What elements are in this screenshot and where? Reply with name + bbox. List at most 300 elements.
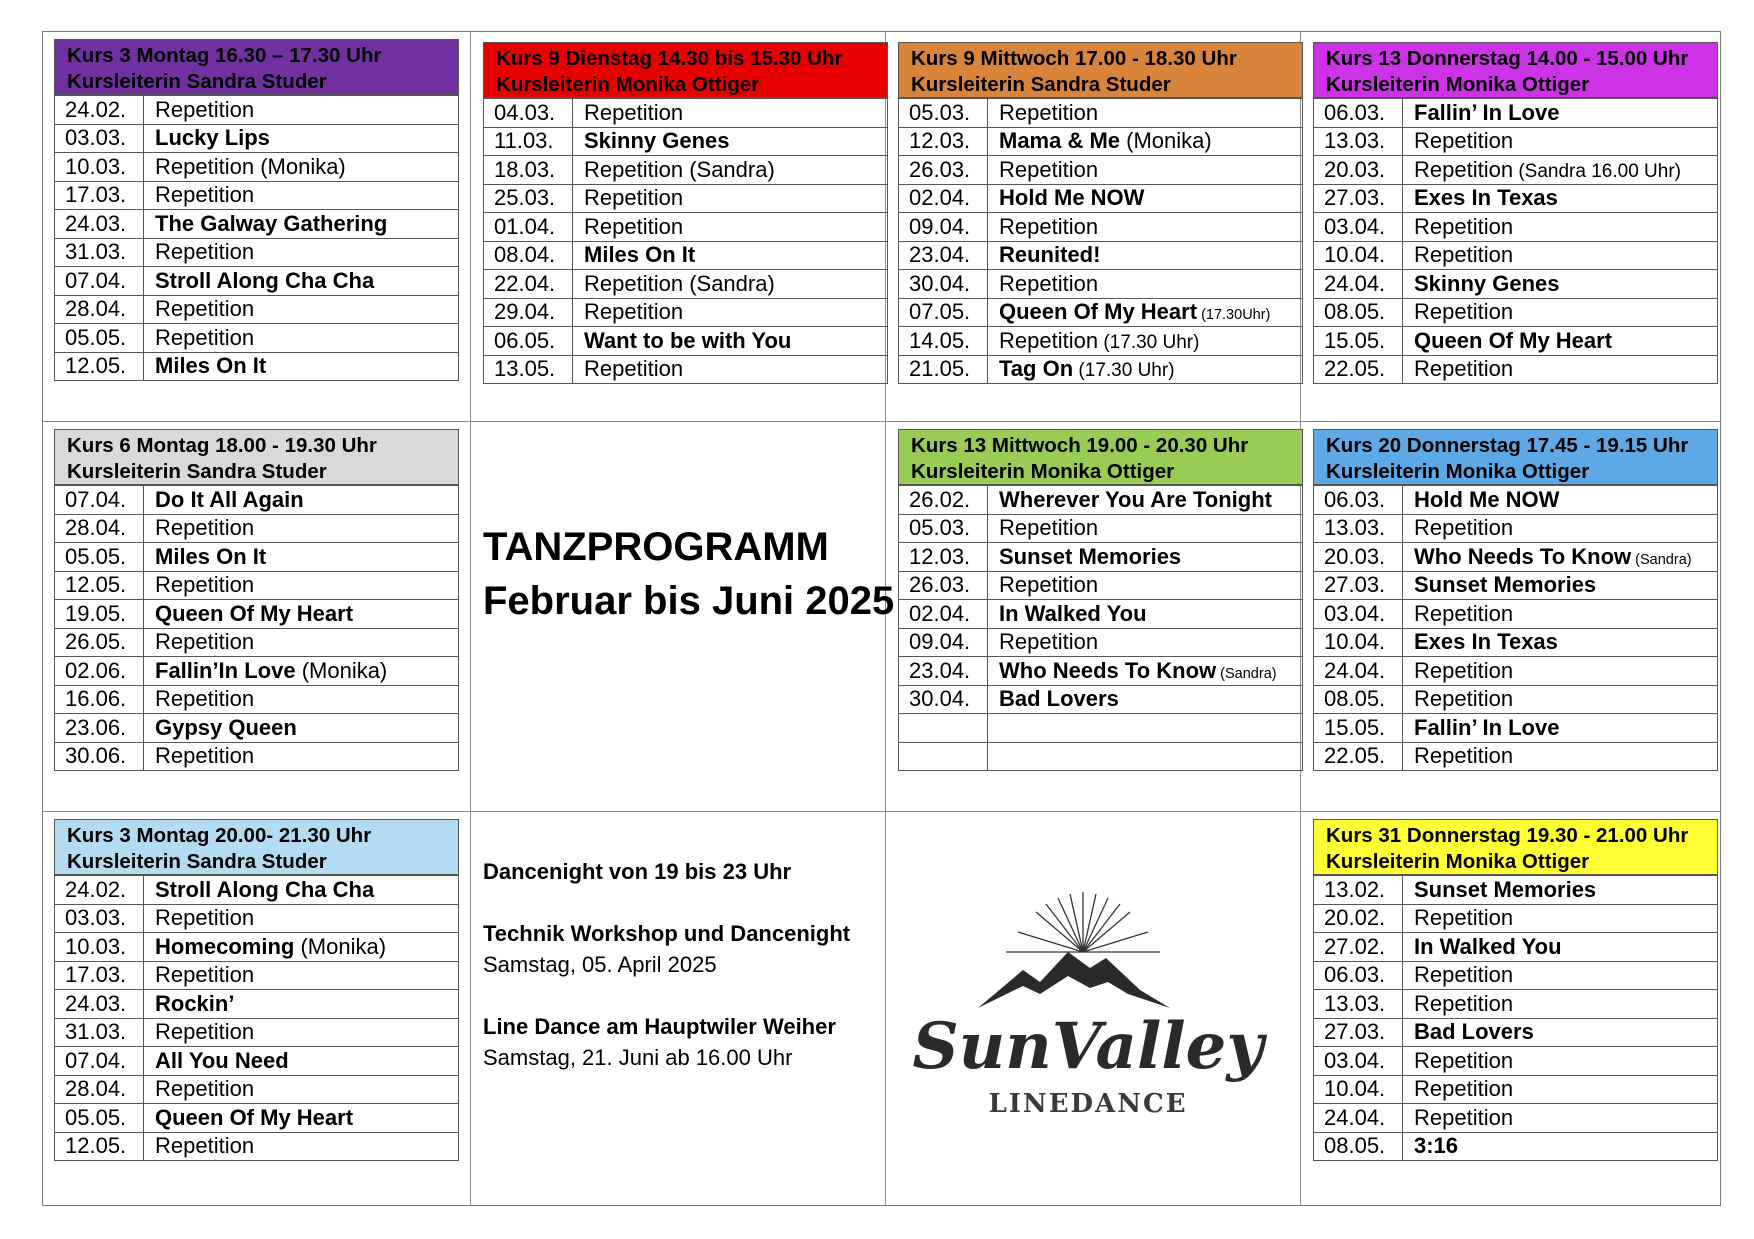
song-title: Hold Me NOW	[1414, 486, 1560, 512]
course-instructor: Kursleiterin Monika Ottiger	[1326, 73, 1590, 96]
course-table	[898, 485, 1303, 771]
course-kurs13-mittwoch	[898, 429, 1303, 771]
table-row	[55, 267, 459, 296]
song-title: Repetition	[1414, 657, 1514, 683]
table-row	[55, 514, 459, 543]
song-title: Reunited!	[999, 242, 1101, 268]
song-cell	[1403, 241, 1718, 270]
date-cell: 26.03.	[899, 156, 988, 185]
song-cell	[573, 298, 888, 327]
song-title: Do It All Again	[155, 486, 304, 512]
table-row	[1314, 127, 1718, 156]
date-cell: 02.06.	[55, 657, 144, 686]
table-row	[55, 571, 459, 600]
song-title: Repetition	[155, 515, 255, 541]
song-title: Mama & Me	[999, 128, 1121, 154]
table-row	[899, 213, 1303, 242]
date-cell: 08.05.	[1314, 1132, 1403, 1161]
event-heading: Technik Workshop und Dancenight	[483, 921, 851, 946]
song-cell	[144, 600, 459, 629]
song-cell	[144, 933, 459, 962]
song-cell	[1403, 298, 1718, 327]
date-cell: 07.04.	[55, 267, 144, 296]
event-heading: Dancenight von 19 bis 23 Uhr	[483, 859, 792, 884]
table-row	[899, 486, 1303, 515]
table-row	[484, 99, 888, 128]
table-row	[1314, 327, 1718, 356]
date-cell: 22.04.	[484, 270, 573, 299]
date-cell: 23.06.	[55, 714, 144, 743]
course-kurs31-donnerstag	[1313, 819, 1718, 1161]
date-cell: 30.04.	[899, 270, 988, 299]
table-row	[55, 543, 459, 572]
song-title: Wherever You Are Tonight	[999, 486, 1272, 512]
song-title: Repetition	[1414, 1076, 1514, 1102]
date-cell: 09.04.	[899, 213, 988, 242]
song-title: Repetition	[999, 327, 1099, 353]
song-cell	[1403, 1018, 1718, 1047]
song-title: Repetition	[584, 156, 684, 182]
song-title: Stroll Along Cha Cha	[155, 267, 375, 293]
song-cell	[573, 127, 888, 156]
course-instructor: Kursleiterin Monika Ottiger	[1326, 460, 1590, 483]
song-cell	[144, 714, 459, 743]
date-cell: 28.04.	[55, 514, 144, 543]
date-cell: 18.03.	[484, 156, 573, 185]
song-title: Repetition	[1414, 686, 1514, 712]
song-title: Repetition	[155, 1133, 255, 1159]
course-header	[898, 42, 1303, 98]
song-title: Repetition	[155, 629, 255, 655]
song-cell	[988, 270, 1303, 299]
date-cell: 12.03.	[899, 127, 988, 156]
table-row	[55, 600, 459, 629]
song-title: Repetition	[1414, 299, 1514, 325]
date-cell: 10.03.	[55, 933, 144, 962]
date-cell: 12.05.	[55, 571, 144, 600]
date-cell: 13.02.	[1314, 876, 1403, 905]
table-row	[55, 742, 459, 771]
song-cell	[144, 295, 459, 324]
song-cell	[988, 628, 1303, 657]
date-cell: 30.06.	[55, 742, 144, 771]
date-cell: 27.03.	[1314, 1018, 1403, 1047]
song-cell	[144, 124, 459, 153]
song-cell	[1403, 961, 1718, 990]
song-title: The Galway Gathering	[155, 210, 388, 236]
date-cell: 19.05.	[55, 600, 144, 629]
song-cell	[1403, 184, 1718, 213]
song-cell	[1403, 1104, 1718, 1133]
date-cell: 24.04.	[1314, 1104, 1403, 1133]
song-title: Repetition	[1414, 1047, 1514, 1073]
song-cell	[1403, 600, 1718, 629]
table-row	[55, 876, 459, 905]
table-row	[1314, 628, 1718, 657]
song-title: Repetition	[999, 270, 1099, 296]
song-title: Skinny Genes	[1414, 270, 1560, 296]
song-title: Repetition	[1414, 356, 1514, 382]
date-cell: 02.04.	[899, 600, 988, 629]
date-cell	[899, 742, 988, 771]
course-title: Kurs 3 Montag 16.30 – 17.30 Uhr	[67, 44, 382, 67]
song-note: (Monika)	[294, 933, 387, 959]
date-cell: 06.05.	[484, 327, 573, 356]
date-cell: 08.05.	[1314, 298, 1403, 327]
song-cell	[144, 1104, 459, 1133]
song-cell	[988, 184, 1303, 213]
song-title: Exes In Texas	[1414, 629, 1558, 655]
course-kurs6-montag	[54, 429, 459, 771]
date-cell: 05.03.	[899, 99, 988, 128]
date-cell: 29.04.	[484, 298, 573, 327]
song-note: (Sandra)	[1216, 665, 1277, 682]
date-cell: 26.05.	[55, 628, 144, 657]
song-cell	[1403, 99, 1718, 128]
date-cell: 24.02.	[55, 96, 144, 125]
date-cell: 07.05.	[899, 298, 988, 327]
table-row	[1314, 1047, 1718, 1076]
course-instructor: Kursleiterin Sandra Studer	[67, 850, 327, 873]
table-row	[899, 241, 1303, 270]
table-row	[55, 96, 459, 125]
song-cell	[144, 657, 459, 686]
song-note: (Sandra 16.00 Uhr)	[1513, 160, 1681, 182]
date-cell: 05.05.	[55, 324, 144, 353]
date-cell: 27.03.	[1314, 571, 1403, 600]
date-cell: 05.05.	[55, 543, 144, 572]
table-row	[484, 327, 888, 356]
table-row	[1314, 904, 1718, 933]
course-instructor: Kursleiterin Sandra Studer	[911, 73, 1171, 96]
song-title: Rockin’	[155, 990, 235, 1016]
song-title: Queen Of My Heart	[155, 600, 354, 626]
song-note: (Monika)	[1120, 128, 1212, 154]
song-title: Who Needs To Know	[1414, 543, 1632, 569]
date-cell	[899, 714, 988, 743]
song-cell	[988, 685, 1303, 714]
song-cell	[573, 241, 888, 270]
song-note: (Monika)	[254, 153, 346, 179]
song-title: Stroll Along Cha Cha	[155, 876, 375, 902]
date-cell: 06.03.	[1314, 99, 1403, 128]
date-cell: 14.05.	[899, 327, 988, 356]
song-note: (17.30 Uhr)	[1073, 360, 1175, 382]
date-cell: 27.02.	[1314, 933, 1403, 962]
song-cell	[1403, 714, 1718, 743]
song-title: All You Need	[155, 1047, 289, 1073]
song-cell	[988, 742, 1303, 771]
song-cell	[144, 543, 459, 572]
song-cell	[1403, 355, 1718, 384]
course-header	[1313, 42, 1718, 98]
table-row	[1314, 1132, 1718, 1161]
song-cell	[144, 267, 459, 296]
song-title: Bad Lovers	[999, 686, 1119, 712]
song-title: Repetition	[155, 1076, 255, 1102]
program-title	[483, 520, 894, 628]
date-cell: 22.05.	[1314, 355, 1403, 384]
song-title: Repetition	[155, 962, 255, 988]
song-cell	[573, 184, 888, 213]
table-row	[484, 241, 888, 270]
table-row	[55, 295, 459, 324]
song-title: Repetition	[1414, 600, 1514, 626]
date-cell: 10.04.	[1314, 1075, 1403, 1104]
table-row	[55, 628, 459, 657]
date-cell: 17.03.	[55, 961, 144, 990]
date-cell: 01.04.	[484, 213, 573, 242]
table-row	[1314, 990, 1718, 1019]
date-cell: 12.05.	[55, 352, 144, 381]
date-cell: 23.04.	[899, 657, 988, 686]
song-note: (17.30Uhr)	[1197, 307, 1271, 324]
song-title: Repetition	[1414, 213, 1514, 239]
song-cell	[1403, 742, 1718, 771]
table-row	[55, 904, 459, 933]
song-title: Sunset Memories	[1414, 572, 1597, 598]
table-row	[899, 600, 1303, 629]
table-row	[1314, 876, 1718, 905]
song-cell	[988, 543, 1303, 572]
song-title: Repetition	[1414, 128, 1514, 154]
table-row	[55, 324, 459, 353]
date-cell: 03.04.	[1314, 213, 1403, 242]
table-row	[1314, 486, 1718, 515]
course-kurs9-dienstag	[483, 42, 888, 384]
song-cell	[988, 600, 1303, 629]
song-cell	[144, 628, 459, 657]
date-cell: 22.05.	[1314, 742, 1403, 771]
date-cell: 24.03.	[55, 210, 144, 239]
table-row	[1314, 933, 1718, 962]
table-row	[55, 486, 459, 515]
song-title: Repetition	[999, 515, 1099, 541]
song-cell	[988, 298, 1303, 327]
date-cell: 13.03.	[1314, 514, 1403, 543]
course-title: Kurs 20 Donnerstag 17.45 - 19.15 Uhr	[1326, 434, 1689, 457]
song-cell	[988, 514, 1303, 543]
song-cell	[988, 571, 1303, 600]
date-cell: 10.04.	[1314, 628, 1403, 657]
course-title: Kurs 9 Mittwoch 17.00 - 18.30 Uhr	[911, 47, 1237, 70]
table-row	[899, 514, 1303, 543]
title-line2: Februar bis Juni 2025	[483, 579, 895, 623]
course-instructor: Kursleiterin Monika Ottiger	[1326, 850, 1590, 873]
course-table	[1313, 98, 1718, 384]
song-title: Repetition	[155, 296, 255, 322]
date-cell: 25.03.	[484, 184, 573, 213]
song-title: Repetition	[999, 99, 1099, 125]
table-row	[1314, 600, 1718, 629]
date-cell: 30.04.	[899, 685, 988, 714]
course-table	[1313, 485, 1718, 771]
date-cell: 15.05.	[1314, 327, 1403, 356]
table-row	[899, 685, 1303, 714]
table-row	[55, 1047, 459, 1076]
song-cell	[1403, 1132, 1718, 1161]
song-cell	[988, 327, 1303, 356]
course-header	[54, 819, 459, 875]
song-title: Fallin’ In Love	[1414, 99, 1560, 125]
date-cell: 03.04.	[1314, 1047, 1403, 1076]
date-cell: 20.03.	[1314, 543, 1403, 572]
table-row	[55, 124, 459, 153]
table-row	[899, 543, 1303, 572]
song-cell	[144, 324, 459, 353]
table-row	[1314, 99, 1718, 128]
table-row	[55, 685, 459, 714]
song-title: Repetition	[584, 213, 684, 239]
table-row	[1314, 571, 1718, 600]
song-title: Repetition	[584, 356, 684, 382]
song-title: Miles On It	[584, 242, 696, 268]
song-title: Repetition	[1414, 962, 1514, 988]
song-title: Fallin’In Love	[155, 657, 296, 683]
table-row	[484, 213, 888, 242]
table-row	[899, 714, 1303, 743]
course-header	[898, 429, 1303, 485]
date-cell: 08.05.	[1314, 685, 1403, 714]
date-cell: 08.04.	[484, 241, 573, 270]
song-cell	[988, 156, 1303, 185]
date-cell: 06.03.	[1314, 486, 1403, 515]
date-cell: 05.03.	[899, 514, 988, 543]
table-row	[899, 156, 1303, 185]
table-row	[899, 571, 1303, 600]
date-cell: 20.03.	[1314, 156, 1403, 185]
date-cell: 20.02.	[1314, 904, 1403, 933]
course-header	[1313, 819, 1718, 875]
song-cell	[1403, 628, 1718, 657]
song-cell	[1403, 486, 1718, 515]
table-row	[1314, 657, 1718, 686]
date-cell: 09.04.	[899, 628, 988, 657]
title-line1: TANZPROGRAMM	[483, 525, 829, 569]
date-cell: 03.03.	[55, 904, 144, 933]
course-title: Kurs 6 Montag 18.00 - 19.30 Uhr	[67, 434, 377, 457]
table-row	[1314, 685, 1718, 714]
table-row	[55, 181, 459, 210]
song-title: Miles On It	[155, 353, 267, 379]
grid-divider	[470, 32, 471, 1205]
course-kurs3-montag-1630	[54, 39, 459, 381]
song-title: Repetition	[1414, 743, 1514, 769]
song-title: Repetition	[999, 629, 1099, 655]
table-row	[899, 99, 1303, 128]
song-cell	[144, 96, 459, 125]
event-spacer	[483, 887, 850, 918]
date-cell: 28.04.	[55, 1075, 144, 1104]
table-row	[899, 628, 1303, 657]
song-cell	[1403, 1047, 1718, 1076]
date-cell: 10.04.	[1314, 241, 1403, 270]
date-cell: 24.02.	[55, 876, 144, 905]
course-table	[1313, 875, 1718, 1161]
song-cell	[1403, 571, 1718, 600]
song-cell	[988, 714, 1303, 743]
date-cell: 03.04.	[1314, 600, 1403, 629]
song-cell	[988, 355, 1303, 384]
date-cell: 24.04.	[1314, 270, 1403, 299]
song-title: Repetition	[1414, 156, 1514, 182]
course-instructor: Kursleiterin Sandra Studer	[67, 460, 327, 483]
song-cell	[988, 99, 1303, 128]
song-cell	[144, 181, 459, 210]
table-row	[899, 327, 1303, 356]
date-cell: 16.06.	[55, 685, 144, 714]
table-row	[484, 184, 888, 213]
song-cell	[573, 213, 888, 242]
table-row	[899, 657, 1303, 686]
song-title: Repetition	[999, 156, 1099, 182]
event-heading: Line Dance am Hauptwiler Weiher	[483, 1014, 836, 1039]
table-row	[1314, 156, 1718, 185]
date-cell: 13.03.	[1314, 127, 1403, 156]
song-cell	[1403, 543, 1718, 572]
table-row	[1314, 184, 1718, 213]
table-row	[484, 298, 888, 327]
song-title: Queen Of My Heart	[1414, 327, 1613, 353]
song-cell	[144, 210, 459, 239]
song-cell	[1403, 904, 1718, 933]
table-row	[1314, 714, 1718, 743]
song-cell	[144, 514, 459, 543]
song-title: Miles On It	[155, 543, 267, 569]
table-row	[1314, 355, 1718, 384]
course-table	[898, 98, 1303, 384]
song-cell	[144, 904, 459, 933]
song-title: Tag On	[999, 356, 1074, 382]
course-table	[54, 95, 459, 381]
course-title: Kurs 13 Mittwoch 19.00 - 20.30 Uhr	[911, 434, 1249, 457]
date-cell: 03.03.	[55, 124, 144, 153]
song-cell	[1403, 127, 1718, 156]
song-cell	[1403, 213, 1718, 242]
song-title: Repetition	[155, 96, 255, 122]
song-cell	[1403, 270, 1718, 299]
table-row	[1314, 961, 1718, 990]
song-title: 3:16	[1414, 1133, 1459, 1159]
date-cell: 17.03.	[55, 181, 144, 210]
events-block	[483, 856, 850, 1073]
table-row	[484, 355, 888, 384]
course-header	[54, 39, 459, 95]
song-title: Repetition	[155, 324, 255, 350]
song-title: Repetition	[155, 1019, 255, 1045]
song-title: Repetition	[155, 572, 255, 598]
song-title: Skinny Genes	[584, 128, 730, 154]
song-title: In Walked You	[999, 600, 1147, 626]
table-row	[484, 156, 888, 185]
table-row	[1314, 298, 1718, 327]
date-cell: 07.04.	[55, 1047, 144, 1076]
table-row	[1314, 213, 1718, 242]
grid-divider	[43, 421, 1720, 422]
song-title: Repetition	[155, 182, 255, 208]
song-cell	[144, 1132, 459, 1161]
table-row	[1314, 1075, 1718, 1104]
table-row	[55, 1132, 459, 1161]
table-row	[899, 355, 1303, 384]
song-title: Sunset Memories	[999, 543, 1182, 569]
song-title: Repetition	[999, 572, 1099, 598]
course-title: Kurs 13 Donnerstag 14.00 - 15.00 Uhr	[1326, 47, 1689, 70]
song-title: Sunset Memories	[1414, 876, 1597, 902]
song-cell	[1403, 327, 1718, 356]
song-cell	[144, 990, 459, 1019]
song-note: (Sandra)	[1631, 551, 1692, 568]
